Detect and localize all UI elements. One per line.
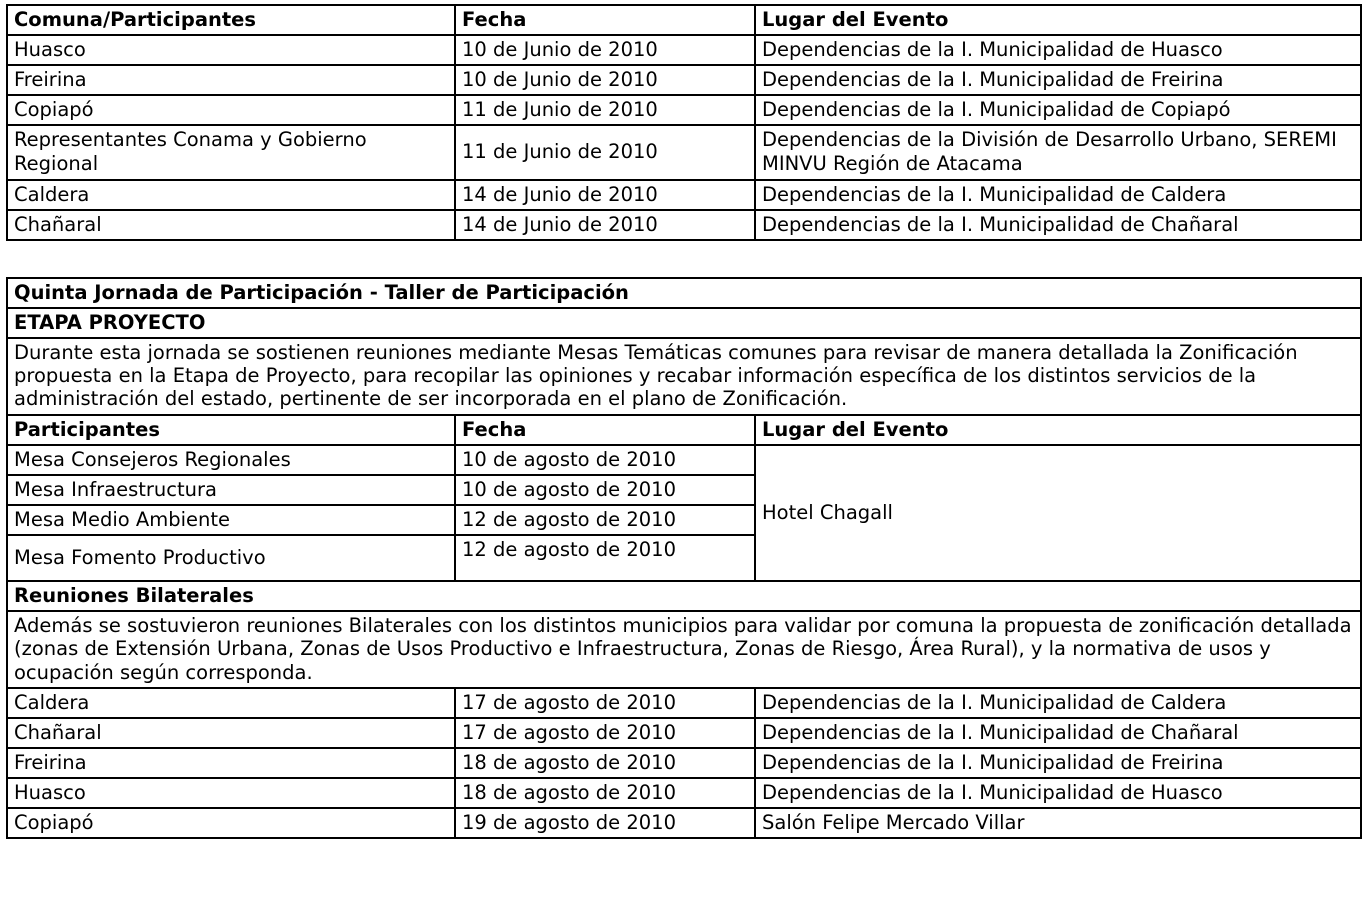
cell-comuna: Copiapó	[7, 808, 455, 838]
cell-fecha: 14 de Junio de 2010	[455, 180, 755, 210]
cell-comuna: Huasco	[7, 778, 455, 808]
bilateral-description: Además se sostuvieron reuniones Bilaterales con los distintos municipios para validar por comuna la propuesta de zonificación detallada (zonas de Extensión Urbana, Zonas de Usos Productivo e Infraestructura, Zonas de Riesgo, Área Rural), y la normativa de usos y ocupación según corresponda.	[7, 611, 1361, 688]
table-row	[7, 210, 1361, 240]
cell-comuna: Chañaral	[7, 210, 455, 240]
cell-lugar: Dependencias de la I. Municipalidad de Caldera	[755, 688, 1361, 718]
cell-lugar: Dependencias de la I. Municipalidad de Chañaral	[755, 718, 1361, 748]
cell-lugar: Dependencias de la División de Desarrollo Urbano, SEREMI MINVU Región de Atacama	[755, 125, 1361, 180]
cell-comuna: Caldera	[7, 688, 455, 718]
cell-comuna: Representantes Conama y Gobierno Regional	[7, 125, 455, 180]
table-row	[7, 65, 1361, 95]
cell-fecha: 18 de agosto de 2010	[455, 778, 755, 808]
cell-lugar-merged: Hotel Chagall	[755, 445, 1361, 581]
cell-participantes: Mesa Medio Ambiente	[7, 505, 455, 535]
cell-fecha: 10 de Junio de 2010	[455, 35, 755, 65]
bilateral-label-row	[7, 581, 1361, 611]
cell-lugar: Dependencias de la I. Municipalidad de Caldera	[755, 180, 1361, 210]
stage-label-row	[7, 308, 1361, 338]
cell-participantes: Mesa Fomento Productivo	[7, 535, 455, 581]
cell-fecha: 11 de Junio de 2010	[455, 95, 755, 125]
cell-fecha: 19 de agosto de 2010	[455, 808, 755, 838]
cell-fecha: 11 de Junio de 2010	[455, 125, 755, 180]
table-row	[7, 95, 1361, 125]
section-title: Quinta Jornada de Participación - Taller de Participación	[7, 278, 1361, 308]
cell-fecha: 17 de agosto de 2010	[455, 688, 755, 718]
cell-fecha: 10 de agosto de 2010	[455, 475, 755, 505]
table-row	[7, 778, 1361, 808]
cell-lugar: Dependencias de la I. Municipalidad de Copiapó	[755, 95, 1361, 125]
stage-label: ETAPA PROYECTO	[7, 308, 1361, 338]
column-header-lugar: Lugar del Evento	[755, 415, 1361, 445]
table-row	[7, 125, 1361, 180]
cell-comuna: Huasco	[7, 35, 455, 65]
stage-description: Durante esta jornada se sostienen reuniones mediante Mesas Temáticas comunes para revisar de manera detallada la Zonificación propuesta en la Etapa de Proyecto, para recopilar las opiniones y recabar información específica de los distintos servicios de la administración del estado, pertinente de ser incorporada en el plano de Zonificación.	[7, 338, 1361, 415]
cell-fecha: 10 de Junio de 2010	[455, 65, 755, 95]
table-row	[7, 445, 1361, 475]
cell-lugar: Dependencias de la I. Municipalidad de Chañaral	[755, 210, 1361, 240]
cell-fecha: 12 de agosto de 2010	[455, 535, 755, 581]
table-row	[7, 180, 1361, 210]
cell-comuna: Freirina	[7, 748, 455, 778]
table-row	[7, 718, 1361, 748]
cell-fecha: 17 de agosto de 2010	[455, 718, 755, 748]
cell-comuna: Freirina	[7, 65, 455, 95]
cell-lugar: Dependencias de la I. Municipalidad de Huasco	[755, 35, 1361, 65]
section-title-row	[7, 278, 1361, 308]
cell-fecha: 18 de agosto de 2010	[455, 748, 755, 778]
column-header-lugar: Lugar del Evento	[755, 5, 1361, 35]
table-row	[7, 748, 1361, 778]
table-header-row	[7, 415, 1361, 445]
cell-comuna: Copiapó	[7, 95, 455, 125]
cell-fecha: 12 de agosto de 2010	[455, 505, 755, 535]
stage-description-row	[7, 338, 1361, 415]
cell-lugar: Dependencias de la I. Municipalidad de Freirina	[755, 748, 1361, 778]
table-header-row	[7, 5, 1361, 35]
table-gap-spacer	[6, 241, 1360, 277]
table-row	[7, 688, 1361, 718]
column-header-participantes: Participantes	[7, 415, 455, 445]
cell-participantes: Mesa Consejeros Regionales	[7, 445, 455, 475]
cell-comuna: Caldera	[7, 180, 455, 210]
cell-lugar: Salón Felipe Mercado Villar	[755, 808, 1361, 838]
cell-lugar: Dependencias de la I. Municipalidad de Huasco	[755, 778, 1361, 808]
participation-schedule-table-june	[6, 4, 1362, 241]
participation-schedule-table-august	[6, 277, 1362, 839]
column-header-fecha: Fecha	[455, 5, 755, 35]
cell-comuna: Chañaral	[7, 718, 455, 748]
table-row	[7, 35, 1361, 65]
column-header-comuna: Comuna/Participantes	[7, 5, 455, 35]
cell-fecha: 10 de agosto de 2010	[455, 445, 755, 475]
cell-fecha: 14 de Junio de 2010	[455, 210, 755, 240]
bilateral-description-row	[7, 611, 1361, 688]
column-header-fecha: Fecha	[455, 415, 755, 445]
table-row	[7, 808, 1361, 838]
bilateral-label: Reuniones Bilaterales	[7, 581, 1361, 611]
cell-lugar: Dependencias de la I. Municipalidad de Freirina	[755, 65, 1361, 95]
cell-participantes: Mesa Infraestructura	[7, 475, 455, 505]
